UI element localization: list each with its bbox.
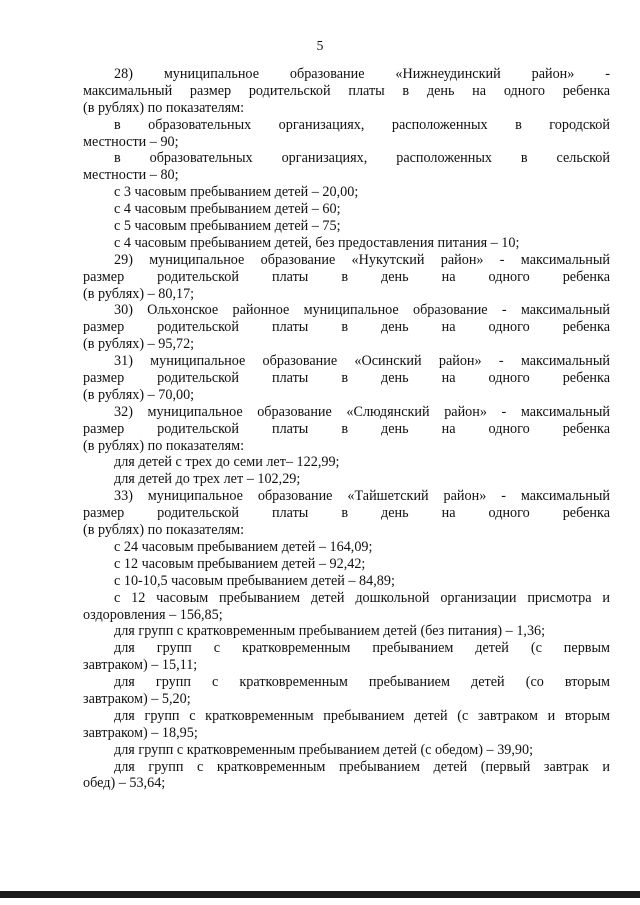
text-line: (в рублях) – 95,72;: [83, 336, 195, 353]
text-line: (в рублях) – 80,17;: [83, 285, 195, 302]
text-line: обед) – 53,64;: [83, 775, 166, 792]
text-line: 28) муниципальное образование «Нижнеудинский район» -: [114, 66, 610, 82]
text-line: для групп с кратковременным пребыванием детей (с первым: [114, 640, 610, 657]
text-line: для детей до трех лет – 102,29;: [114, 471, 301, 488]
text-line: для детей с трех до семи лет– 122,99;: [114, 454, 340, 471]
text-line: с 12 часовым пребыванием детей дошкольной организации присмотра и: [114, 589, 610, 606]
text-line: завтраком) – 5,20;: [83, 690, 191, 707]
text-line: для групп с кратковременным пребыванием детей (без питания) – 1,36;: [114, 623, 546, 640]
text-line: (в рублях) по показателям:: [83, 522, 245, 539]
text-line: в образовательных организациях, расположенных в сельской: [114, 150, 610, 167]
text-line: завтраком) – 15,11;: [83, 657, 198, 674]
text-line: в образовательных организациях, расположенных в городской: [114, 116, 610, 133]
text-line: 31) муниципальное образование «Осинский район» - максимальный: [114, 353, 610, 370]
text-line: размер родительской платы в день на одного ребенка: [83, 505, 610, 522]
text-line: 30) Ольхонское районное муниципальное образование - максимальный: [114, 302, 610, 319]
text-line: максимальный размер родительской платы в день на одного ребенка: [83, 82, 610, 99]
text-line: для групп с кратковременным пребыванием детей (первый завтрак и: [114, 758, 610, 775]
text-line: размер родительской платы в день на одного ребенка: [83, 268, 610, 285]
text-line: для групп с кратковременным пребыванием детей (с завтраком и вторым: [114, 707, 610, 724]
text-line: размер родительской платы в день на одного ребенка: [83, 319, 610, 336]
text-line: с 10-10,5 часовым пребыванием детей – 84,89;: [114, 572, 395, 589]
text-line: 32) муниципальное образование «Слюдянский район» - максимальный: [114, 403, 610, 420]
text-line: для групп с кратковременным пребыванием детей (с обедом) – 39,90;: [114, 741, 534, 758]
text-line: 33) муниципальное образование «Тайшетский район» - максимальный: [114, 488, 610, 505]
text-line: с 12 часовым пребыванием детей – 92,42;: [114, 555, 366, 572]
text-line: с 5 часовым пребыванием детей – 75;: [114, 218, 341, 235]
text-line: завтраком) – 18,95;: [83, 724, 198, 741]
text-line: 29) муниципальное образование «Нукутский район» - максимальный: [114, 251, 610, 268]
text-line: (в рублях) по показателям:: [83, 437, 245, 454]
text-line: местности – 90;: [83, 133, 179, 150]
text-line: размер родительской платы в день на одного ребенка: [83, 420, 610, 437]
text-line: оздоровления – 156,85;: [83, 606, 223, 623]
text-line: размер родительской платы в день на одного ребенка: [83, 370, 610, 387]
text-line: (в рублях) по показателям:: [83, 99, 245, 116]
page-bottom-edge: [0, 891, 640, 898]
text-line: с 3 часовым пребыванием детей – 20,00;: [114, 184, 359, 201]
text-line: (в рублях) – 70,00;: [83, 386, 195, 403]
text-line: для групп с кратковременным пребыванием детей (со вторым: [114, 674, 610, 691]
text-line: с 4 часовым пребыванием детей, без предоставления питания – 10;: [114, 234, 520, 251]
text-line: с 4 часовым пребыванием детей – 60;: [114, 201, 341, 218]
page-number: 5: [316, 38, 324, 53]
document-body: [83, 66, 610, 792]
text-line: с 24 часовым пребыванием детей – 164,09;: [114, 538, 373, 555]
text-line: местности – 80;: [83, 167, 179, 184]
